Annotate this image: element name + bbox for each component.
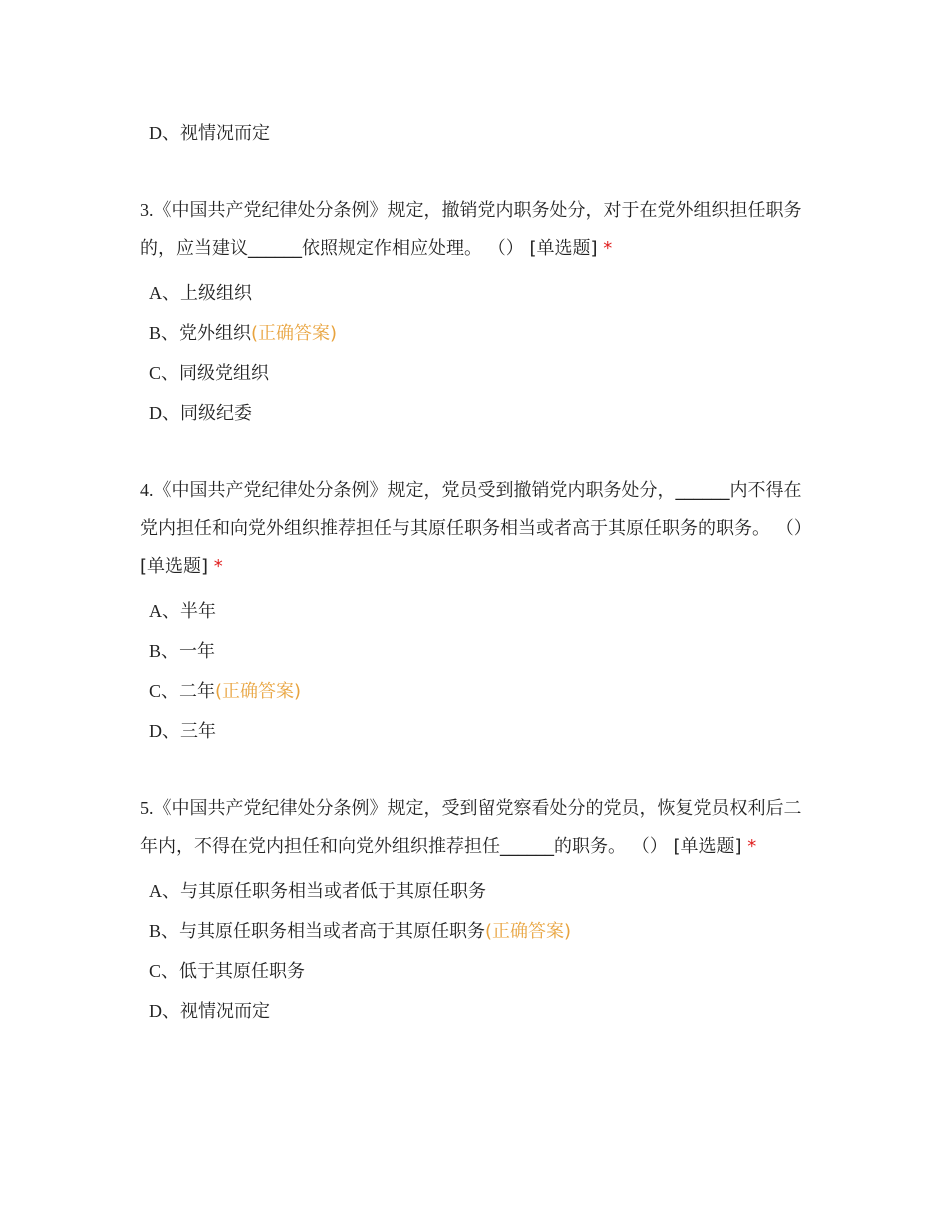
required-mark: * [747,836,757,857]
option-letter: A [149,283,162,303]
option-5a: A、与其原任职务相当或者低于其原任职务 [149,881,486,902]
correct-answer-label: (正确答案) [215,681,302,702]
option-letter: C [149,363,162,383]
option-text: 半年 [180,601,216,622]
question-5 [140,789,812,866]
option-text: 视情况而定 [180,1001,270,1022]
option-text: 二年 [179,681,216,702]
question-number: 4. [140,480,154,500]
option-letter: A [149,881,162,901]
question-paren: （） [631,836,668,857]
option-letter: C [149,681,162,701]
required-mark: * [213,556,223,577]
option-text: 与其原任职务相当或者低于其原任职务 [180,881,486,902]
option-text: 一年 [179,641,216,662]
question-3 [140,191,812,268]
option-4b: B、一年 [149,641,216,662]
option-3b: B、党外组织(正确答案) [149,323,338,344]
question-paren: （） [487,238,524,259]
option-text: 低于其原任职务 [179,961,306,982]
option-4a: A、半年 [149,601,216,622]
option-3c: C、同级党组织 [149,363,270,384]
option-text: 上级组织 [180,283,252,304]
option-3a: A、上级组织 [149,283,252,304]
question-type: [单选题] [673,836,742,857]
option-letter: D [149,123,162,143]
option-prev-d: D、视情况而定 [149,123,270,144]
question-type: [单选题] [529,238,598,259]
option-letter: B [149,641,162,661]
correct-answer-label: (正确答案) [485,921,572,942]
option-text: 党外组织 [179,323,252,344]
option-letter: D [149,721,162,741]
option-letter: C [149,961,162,981]
option-5c: C、低于其原任职务 [149,961,306,982]
option-4d: D、三年 [149,721,216,742]
option-3d: D、同级纪委 [149,403,252,424]
required-mark: * [603,238,613,259]
option-letter: A [149,601,162,621]
option-letter: B [149,921,162,941]
question-stem: 《中国共产党纪律处分条例》规定，受到留党察看处分的党员，恢复党员权利后二年内，不得在党内担任和向党外组织推荐担任______的职务。 [140,798,802,857]
question-stem: 《中国共产党纪律处分条例》规定，党员受到撤销党内职务处分，______内不得在党内担任和向党外组织推荐担任与其原任职务相当或者高于其原任职务的职务。 [140,480,802,539]
option-text: 同级党组织 [179,363,270,384]
question-paren: （） [775,518,812,539]
option-text: 与其原任职务相当或者高于其原任职务 [179,921,486,942]
option-letter: B [149,323,162,343]
question-type: [单选题] [140,556,209,577]
option-5b: B、与其原任职务相当或者高于其原任职务(正确答案) [149,921,572,942]
option-letter: D [149,403,162,423]
question-number: 5. [140,798,154,818]
correct-answer-label: (正确答案) [251,323,338,344]
question-stem: 《中国共产党纪律处分条例》规定，撤销党内职务处分，对于在党外组织担任职务的，应当建议______依照规定作相应处理。 [140,200,802,259]
option-5d: D、视情况而定 [149,1001,270,1022]
option-letter: D [149,1001,162,1021]
option-text: 视情况而定 [180,123,270,144]
option-text: 同级纪委 [180,403,252,424]
question-4 [140,471,812,586]
option-text: 三年 [180,721,216,742]
option-4c: C、二年(正确答案) [149,681,302,702]
question-number: 3. [140,200,154,220]
